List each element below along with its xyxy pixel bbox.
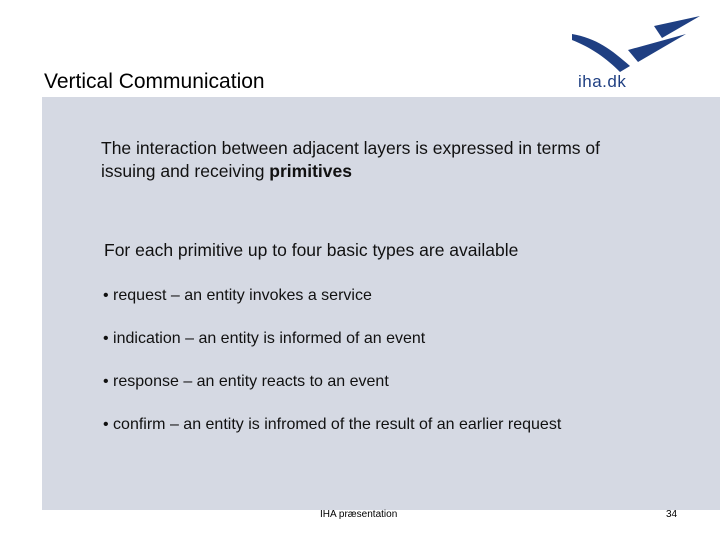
intro-text: The interaction between adjacent layers is expressed in terms of issuing and receiving xyxy=(101,138,601,181)
slide-title: Vertical Communication xyxy=(44,70,265,93)
bullet-indication: • indication – an entity is informed of an event xyxy=(103,330,426,347)
page-number: 34 xyxy=(666,509,678,520)
bullet-confirm: • confirm – an entity is infromed of the result of an earlier request xyxy=(103,416,562,433)
footer-presentation-label: IHA præsentation xyxy=(320,509,398,520)
lead-sentence: For each primitive up to four basic types are available xyxy=(104,240,519,260)
bullet-response: • response – an entity reacts to an event xyxy=(103,373,389,390)
intro-paragraph xyxy=(101,137,621,183)
logo-text: iha.dk xyxy=(578,72,627,91)
bullet-request: • request – an entity invokes a service xyxy=(103,287,372,304)
intro-bold-term: primitives xyxy=(269,161,352,181)
